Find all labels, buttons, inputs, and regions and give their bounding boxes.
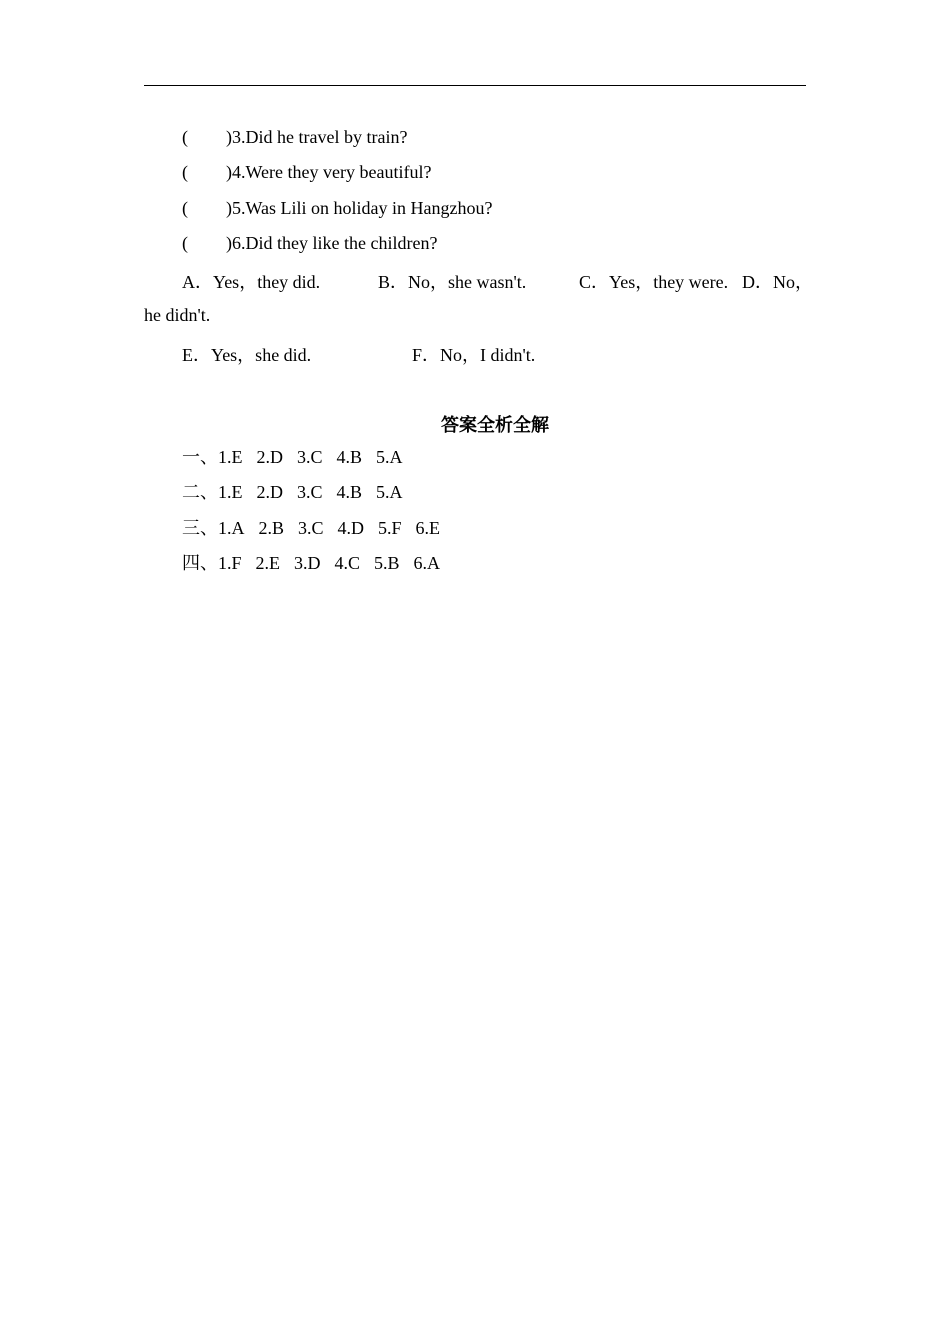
answer-row-lead: 二、 (182, 482, 218, 503)
option-c: C．Yes，they were. (579, 272, 729, 292)
answer-row-1 (182, 446, 417, 469)
answer-item: 4.D (337, 518, 365, 538)
answer-row-lead: 三、 (182, 518, 218, 539)
answer-item: 3.C (297, 482, 323, 502)
answer-item: 2.B (258, 518, 285, 538)
option-a: A．Yes，they did. (182, 272, 321, 292)
answer-row-lead: 一、 (182, 447, 218, 468)
question-text: )3.Did he travel by train? (226, 127, 408, 147)
answer-row-lead: 四、 (182, 553, 218, 574)
answer-blank-open: ( (182, 162, 188, 182)
answer-blank-open: ( (182, 233, 188, 253)
answer-item: 4.B (336, 447, 363, 467)
answer-item: 1.E (218, 447, 243, 467)
answer-row-2 (182, 481, 417, 504)
answer-item: 5.A (376, 447, 403, 467)
answer-item: 3.C (298, 518, 324, 538)
answer-item: 5.A (376, 482, 403, 502)
question-3 (182, 126, 407, 148)
answer-item: 4.B (336, 482, 363, 502)
answer-item: 6.E (415, 518, 441, 538)
option-b: B．No，she wasn't. (378, 272, 527, 292)
option-f: F．No，I didn't. (412, 345, 536, 365)
answer-item: 3.D (294, 553, 321, 573)
answer-item: 5.F (378, 518, 402, 538)
answer-item: 1.F (218, 553, 242, 573)
header-rule (144, 85, 806, 86)
question-text: )6.Did they like the children? (226, 233, 438, 253)
answer-row-3 (182, 517, 454, 540)
answer-item: 2.E (255, 553, 281, 573)
question-text: )5.Was Lili on holiday in Hangzhou? (226, 198, 493, 218)
question-text: )4.Were they very beautiful? (226, 162, 432, 182)
answer-item: 2.D (256, 447, 283, 467)
option-e: E．Yes，she did. (182, 345, 312, 365)
answer-item: 1.A (218, 518, 245, 538)
answer-item: 4.C (334, 553, 361, 573)
answer-row-4 (182, 552, 454, 575)
answer-blank-open: ( (182, 127, 188, 147)
answer-item: 6.A (413, 553, 441, 573)
answer-section-title: 答案全析全解 (441, 415, 549, 436)
option-d: D．No， (742, 272, 813, 292)
question-6 (182, 232, 437, 254)
answer-blank-open: ( (182, 198, 188, 218)
option-d-continued: he didn't. (144, 305, 211, 325)
answer-item: 2.D (256, 482, 283, 502)
question-4 (182, 161, 431, 183)
question-5 (182, 197, 493, 219)
answer-item: 5.B (374, 553, 400, 573)
answer-item: 3.C (297, 447, 323, 467)
answer-item: 1.E (218, 482, 243, 502)
